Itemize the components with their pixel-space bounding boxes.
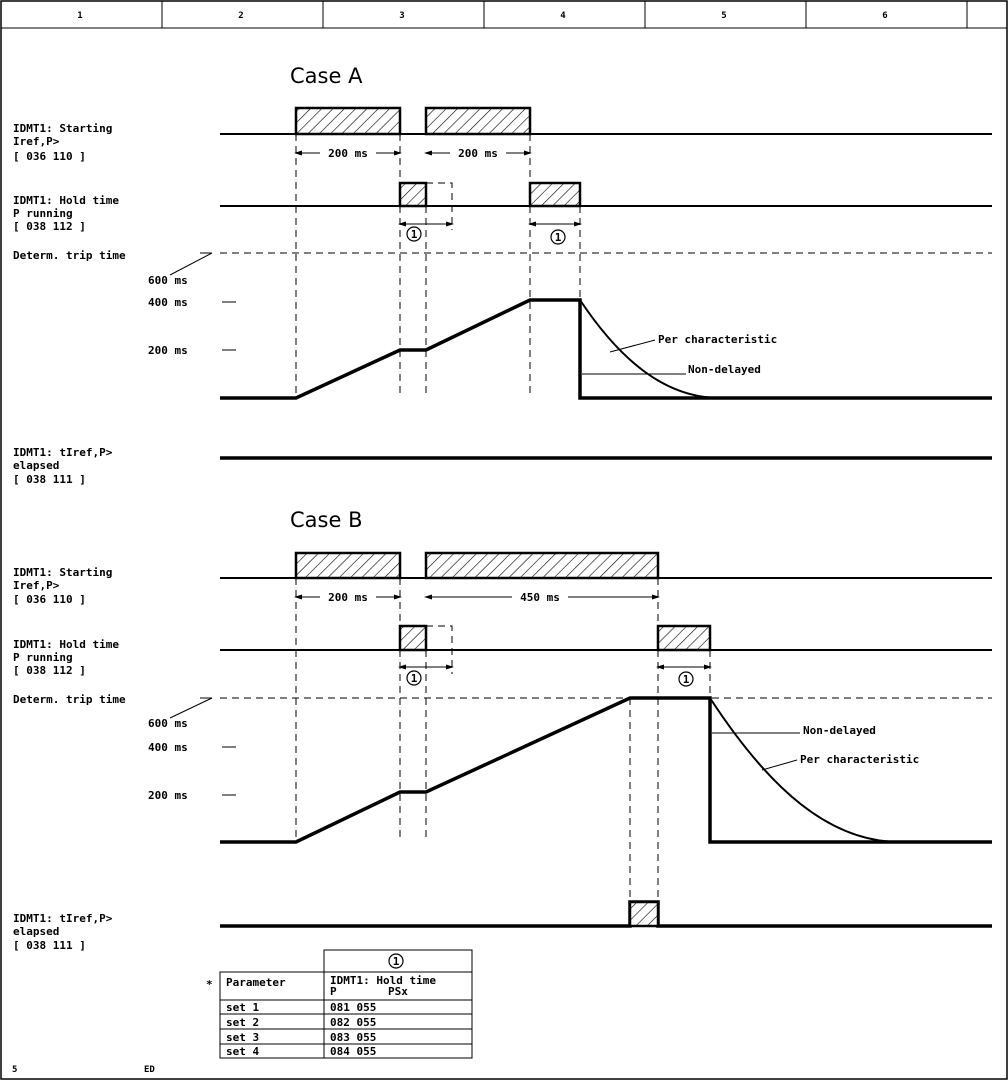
starting-label: [ 036 110 ]: [13, 593, 86, 606]
elapsed-label: IDMT1: tIref,P>: [13, 912, 113, 925]
column-number: 2: [238, 11, 244, 21]
column-header: [1, 1, 1007, 28]
elapsed-label: [ 038 111 ]: [13, 473, 86, 486]
case-a: [13, 64, 992, 486]
table-cell: set 4: [226, 1045, 260, 1058]
elapsed-label: [ 038 111 ]: [13, 939, 86, 952]
marker-1-label: 1: [410, 672, 418, 685]
hold-label: [ 038 112 ]: [13, 664, 86, 677]
annotation: Per characteristic: [800, 753, 920, 766]
table-cell: 082 055: [330, 1016, 377, 1029]
annotation: Non-delayed: [803, 724, 876, 737]
table-col-parameter: Parameter: [226, 976, 286, 989]
hold-label: P running: [13, 651, 73, 664]
starting-label: Iref,P>: [13, 579, 60, 592]
table-cell: set 1: [226, 1001, 260, 1014]
case-b-title: Case B: [290, 508, 363, 532]
duration-label: 200 ms: [328, 591, 368, 604]
starting-pulse: [296, 108, 400, 134]
column-number: 5: [721, 11, 727, 21]
case-b: [13, 508, 992, 952]
hold-pulse: [530, 183, 580, 206]
table-cell: 081 055: [330, 1001, 377, 1014]
trip-time-label: Determ. trip time: [13, 249, 126, 262]
footer-page: 5: [12, 1065, 18, 1075]
elapsed-label: elapsed: [13, 459, 60, 472]
column-number: 1: [77, 11, 83, 21]
hold-label: [ 038 112 ]: [13, 220, 86, 233]
hold-pulse: [400, 626, 426, 650]
starting-pulse: [426, 108, 530, 134]
parameter-table: [206, 950, 472, 1058]
marker-1-label: 1: [392, 955, 400, 968]
starting-pulse: [426, 553, 658, 578]
duration-label: 200 ms: [328, 147, 368, 160]
table-cell: 083 055: [330, 1031, 377, 1044]
table-cell: 084 055: [330, 1045, 377, 1058]
table-star: *: [206, 978, 213, 991]
hold-pulse: [658, 626, 710, 650]
y-tick-200: 200 ms: [148, 789, 188, 802]
y-tick-400: 400 ms: [148, 296, 188, 309]
hold-label: IDMT1: Hold time: [13, 638, 119, 651]
y-tick-600: 600 ms: [148, 717, 188, 730]
table-cell: set 2: [226, 1016, 260, 1029]
starting-label: [ 036 110 ]: [13, 150, 86, 163]
column-number: 4: [560, 11, 566, 21]
hold-label: P running: [13, 207, 73, 220]
starting-label: IDMT1: Starting: [13, 566, 113, 579]
y-tick-200: 200 ms: [148, 344, 188, 357]
marker-1-label: 1: [682, 673, 690, 686]
starting-label: Iref,P>: [13, 135, 60, 148]
case-a-title: Case A: [290, 64, 363, 88]
trip-time-label: Determ. trip time: [13, 693, 126, 706]
marker-1-label: 1: [410, 228, 418, 241]
elapsed-label: elapsed: [13, 925, 60, 938]
elapsed-label: IDMT1: tIref,P>: [13, 446, 113, 459]
footer-code: ED: [144, 1065, 155, 1075]
starting-pulse: [296, 553, 400, 578]
y-tick-600: 600 ms: [148, 274, 188, 287]
table-col-hold-time: P: [330, 985, 337, 998]
column-number: 6: [882, 11, 888, 21]
table-col-hold-time: IDMT1: Hold time: [330, 974, 436, 987]
duration-label: 200 ms: [458, 147, 498, 160]
marker-1-label: 1: [554, 231, 562, 244]
annotation: Non-delayed: [688, 363, 761, 376]
table-col-hold-time: PSx: [388, 985, 408, 998]
starting-label: IDMT1: Starting: [13, 122, 113, 135]
elapsed-pulse: [630, 902, 658, 926]
annotation: Per characteristic: [658, 333, 778, 346]
column-number: 3: [399, 11, 405, 21]
hold-pulse: [400, 183, 426, 206]
duration-label: 450 ms: [520, 591, 560, 604]
page-frame: [1, 1, 1007, 1079]
hold-label: IDMT1: Hold time: [13, 194, 119, 207]
y-tick-400: 400 ms: [148, 741, 188, 754]
table-cell: set 3: [226, 1031, 260, 1044]
